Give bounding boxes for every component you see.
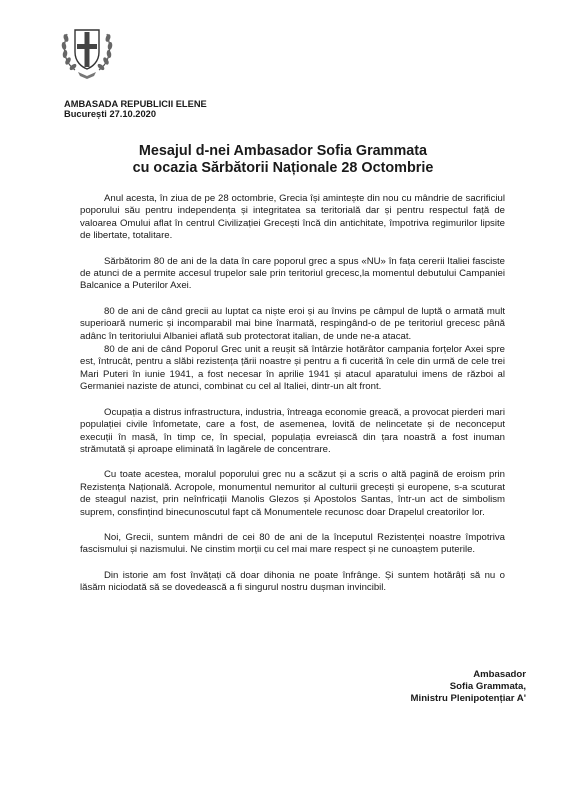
paragraph: Cu toate acestea, moralul poporului grec nu a scăzut și a scris o altă pagină de eroism prin Rezistența Națională. Acropole, monumentul nemuritor al culturii grecești și europene, s-a scuturat de steagul nazist, prin neînfricații Manolis Glezos și Apostolos Santas, într-un act de simbolism suprem, consfințind binecunoscutul fapt că Monumentele recunosc doar Drapelul creatorilor lor. [80,469,505,518]
place-date: București 27.10.2020 [64,109,156,119]
title-line-2: cu ocazia Sărbătorii Naționale 28 Octombrie [132,160,434,176]
signature-name: Sofia Grammata, [449,681,526,693]
message-body [80,193,505,608]
title-line-1: Mesajul d-nei Ambasador Sofia Grammata [138,143,428,159]
embassy-name: AMBASADA REPUBLICII ELENE [64,99,207,109]
paragraph: 80 de ani de când Poporul Grec unit a reușit să întârzie hotărâtor campania forțelor Axei spre est, întrucât, pentru a slăbi rezistența țării noastre și pentru a fi cucerită în cele din urmă de cele trei Mari Puteri în iunie 1941, a fost necesar în aprilie 1941 și atacul aparatului imens de război al Germaniei naziste de atunci, combinat cu cel al Italiei, dintr-un alt front. [80,344,505,393]
paragraph: 80 de ani de când grecii au luptat ca niște eroi și au învins pe câmpul de luptă o armată mult superioară numeric și incomparabil mai bine înarmată, respingând-o de pe teritoriul grecesc până adânc în teritoriului Albaniei aflată sub protectorat italian, de unde ne-a atacat. [80,305,505,342]
letterhead [64,99,207,119]
paragraph: Din istorie am fost învățați că doar dihonia ne poate înfrânge. Și suntem hotărâți să nu o lăsăm niciodată să se dovedească a fi singurul nostru dușman invincibil. [80,569,505,594]
greek-coat-of-arms-icon [58,18,116,80]
paragraph: Noi, Grecii, suntem mândri de cei 80 de ani de la începutul Rezistenței noastre împotriva fascismului și nazismului. Ne cinstim morții cu cel mai mare respect și ne cunoaștem puterile. [80,531,505,556]
signature-role: Ambasador [473,669,526,680]
paragraph: Anul acesta, în ziua de pe 28 octombrie, Grecia își amintește din nou cu mândrie de sacrificiul poporului său pentru independența și integritatea sa teritorială dar și pentru respectul față de valoarea Omului aflat în centrul Civilizației Grecești încă din antichitate, împotriva regimurilor lipsite de libertate, totalitare. [80,193,505,242]
signature-rank: Ministru Plenipotențiar A' [410,693,526,705]
signature-block [411,669,526,706]
paragraph: Sărbătorim 80 de ani de la data în care poporul grec a spus «NU» în fața cererii Italiei fasciste de atunci de a permite accesul trupelor sale prin teritoriul grecesc,la momentul debutului Campaniei Balcanice a Puterilor Axei. [80,255,505,292]
document-title [60,143,506,177]
paragraph: Ocupația a distrus infrastructura, industria, întreaga economie greacă, a provocat pierderi mari populației civile înfometate, care a fost, de asemenea, lovită de nelincetate și de neconceput execuții în masă, în timp ce, în special, populația evreiască din țara noastră a fost inuman strămutată și aproape eliminată în lagărele de concentrare. [80,406,505,455]
